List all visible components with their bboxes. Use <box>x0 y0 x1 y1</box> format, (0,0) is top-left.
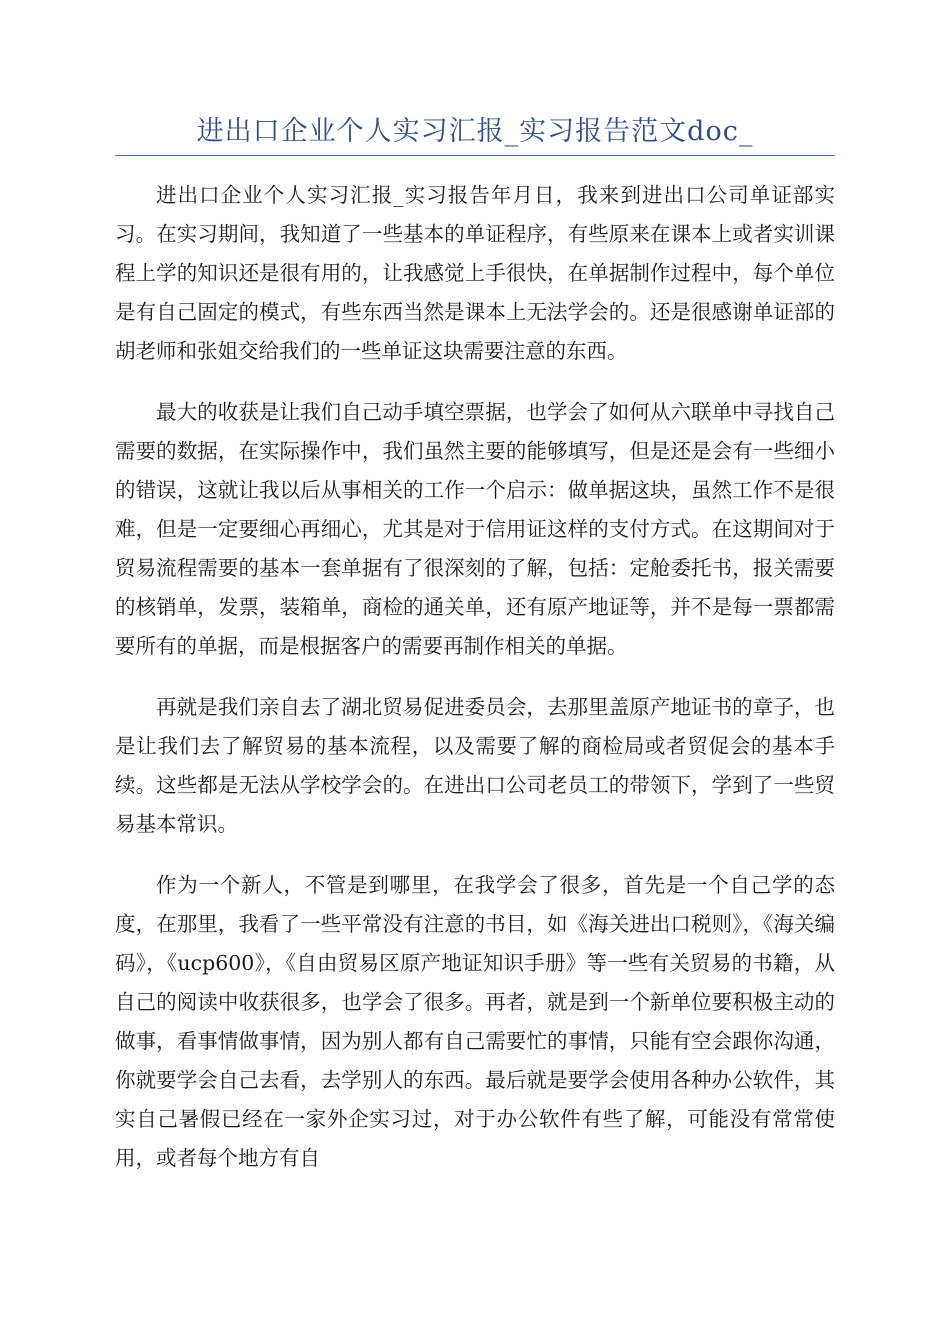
document-title: 进出口企业个人实习汇报_实习报告范文doc_ <box>115 112 835 156</box>
paragraph-3: 再就是我们亲自去了湖北贸易促进委员会，去那里盖原产地证书的章子，也是让我们去了解贸易的基本流程，以及需要了解的商检局或者贸促会的基本手续。这些都是无法从学校学会的。在进出口公司老员工的带领下，学到了一些贸易基本常识。 <box>115 695 835 836</box>
paragraph-4: 作为一个新人，不管是到哪里，在我学会了很多，首先是一个自己学的态度，在那里，我看了一些平常没有注意的书目，如《海关进出口税则》，《海关编码》，《ucp600》，《自由贸易区原产地证知识手册》等一些有关贸易的书籍，从自己的阅读中收获很多，也学会了很多。再者，就是到一个新单位要积极主动的做事，看事情做事情，因为别人都有自己需要忙的事情，只能有空会跟你沟通，你就要学会自己去看，去学别人的东西。最后就是要学会使用各种办公软件，其实自己暑假已经在一家外企实习过，对于办公软件有些了解，可能没有常常使用，或者每个地方有自 <box>115 873 835 1170</box>
paragraph-2: 最大的收获是让我们自己动手填空票据，也学会了如何从六联单中寻找自己需要的数据，在实际操作中，我们虽然主要的能够填写，但是还是会有一些细小的错误，这就让我以后从事相关的工作一个启示：做单据这块，虽然工作不是很难，但是一定要细心再细心，尤其是对于信用证这样的支付方式。在这期间对于贸易流程需要的基本一套单据有了很深刻的了解，包括：定舱委托书，报关需要的核销单，发票，装箱单，商检的通关单，还有原产地证等，并不是每一票都需要所有的单据，而是根据客户的需要再制作相关的单据。 <box>115 400 835 658</box>
paragraph-1: 进出口企业个人实习汇报_实习报告年月日，我来到进出口公司单证部实习。在实习期间，我知道了一些基本的单证程序，有些原来在课本上或者实训课程上学的知识还是很有用的，让我感觉上手很快，在单据制作过程中，每个单位是有自己固定的模式，有些东西当然是课本上无法学会的。还是很感谢单证部的胡老师和张姐交给我们的一些单证这块需要注意的东西。 <box>115 183 835 363</box>
document-body <box>115 176 835 1200</box>
